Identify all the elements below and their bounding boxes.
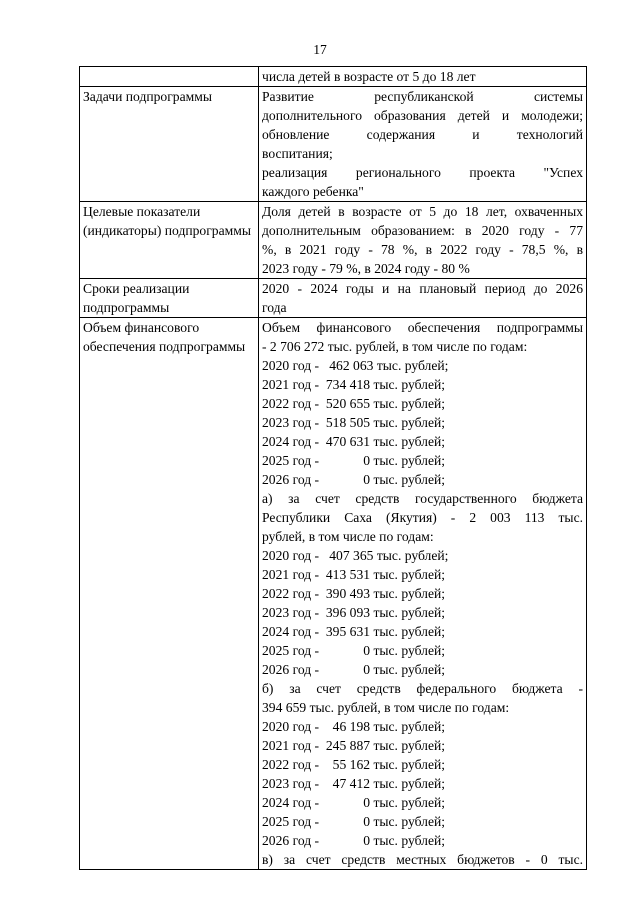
text-line: обновление содержания и технологий (262, 127, 583, 142)
text-line: Объем финансового обеспечения подпрограммы (262, 320, 583, 335)
text-line: реализация регионального проекта "Успех (262, 165, 583, 180)
amount-line: 2023 год - 396 093 тыс. рублей; (262, 605, 446, 620)
text-line: Республики Саха (Якутия) - 2 003 113 тыс. (262, 510, 583, 525)
amount-line: 2024 год - 470 631 тыс. рублей; (262, 434, 446, 449)
amount-line: 2025 год - 0 тыс. рублей; (262, 814, 446, 829)
table-row (80, 318, 587, 870)
amount-line: 2020 год - 46 198 тыс. рублей; (262, 719, 446, 734)
text-line: 2023 году - 79 %, в 2024 году - 80 % (262, 261, 470, 276)
row-label: Задачи подпрограммы (80, 87, 259, 202)
amount-line: 2024 год - 395 631 тыс. рублей; (262, 624, 446, 639)
amount-line: 2025 год - 0 тыс. рублей; (262, 453, 446, 468)
amount-line: 2022 год - 520 655 тыс. рублей; (262, 396, 446, 411)
amount-line: 2020 год - 462 063 тыс. рублей; (262, 358, 449, 373)
text-line: Развитие республиканской системы (262, 89, 583, 104)
text-line: дополнительным образованием: в 2020 году - 77 (262, 223, 583, 238)
row-label: Целевые показатели (индикаторы) подпрограммы (80, 202, 259, 279)
amount-line: 2022 год - 55 162 тыс. рублей; (262, 757, 446, 772)
row-value (259, 67, 587, 87)
amount-line: 2023 год - 47 412 тыс. рублей; (262, 776, 446, 791)
amount-line: 2022 год - 390 493 тыс. рублей; (262, 586, 446, 601)
page-number: 17 (313, 42, 327, 57)
amount-line: 2026 год - 0 тыс. рублей; (262, 662, 446, 677)
row-value (259, 202, 587, 279)
text-line: - 2 706 272 тыс. рублей, в том числе по годам: (262, 339, 528, 354)
amount-line: 2021 год - 245 887 тыс. рублей; (262, 738, 446, 753)
text-line: рублей, в том числе по годам: (262, 529, 434, 544)
row-value (259, 318, 587, 870)
row-value (259, 279, 587, 318)
row-label (80, 67, 259, 87)
amount-line: 2025 год - 0 тыс. рублей; (262, 643, 446, 658)
text-line: дополнительного образования детей и молодежи; (262, 108, 583, 123)
text-line: каждого ребенка" (262, 184, 364, 199)
table-row (80, 67, 587, 87)
row-value (259, 87, 587, 202)
text-line: б) за счет средств федерального бюджета - (262, 681, 583, 696)
table-row (80, 87, 587, 202)
row-label: Объем финансового обеспечения подпрограммы (80, 318, 259, 870)
text-line: числа детей в возрасте от 5 до 18 лет (262, 69, 476, 84)
text-line: %, в 2021 году - 78 %, в 2022 году - 78,5 %, в (262, 242, 583, 257)
text-line: Доля детей в возрасте от 5 до 18 лет, охваченных (262, 204, 583, 219)
amount-line: 2021 год - 734 418 тыс. рублей; (262, 377, 446, 392)
text-line: 2020 - 2024 годы и на плановый период до 2026 (262, 281, 583, 296)
text-line: года (262, 300, 287, 315)
text-line: 394 659 тыс. рублей, в том числе по годам: (262, 700, 510, 715)
text-line: а) за счет средств государственного бюджета (262, 491, 583, 506)
amount-line: 2023 год - 518 505 тыс. рублей; (262, 415, 446, 430)
passport-table (79, 66, 587, 870)
table-row (80, 279, 587, 318)
table-row (80, 202, 587, 279)
amount-line: 2026 год - 0 тыс. рублей; (262, 833, 446, 848)
text-line: в) за счет средств местных бюджетов - 0 тыс. (262, 852, 583, 867)
amount-line: 2020 год - 407 365 тыс. рублей; (262, 548, 449, 563)
text-line: воспитания; (262, 146, 333, 161)
amount-line: 2024 год - 0 тыс. рублей; (262, 795, 446, 810)
row-label: Сроки реализации подпрограммы (80, 279, 259, 318)
amount-line: 2026 год - 0 тыс. рублей; (262, 472, 446, 487)
amount-line: 2021 год - 413 531 тыс. рублей; (262, 567, 446, 582)
